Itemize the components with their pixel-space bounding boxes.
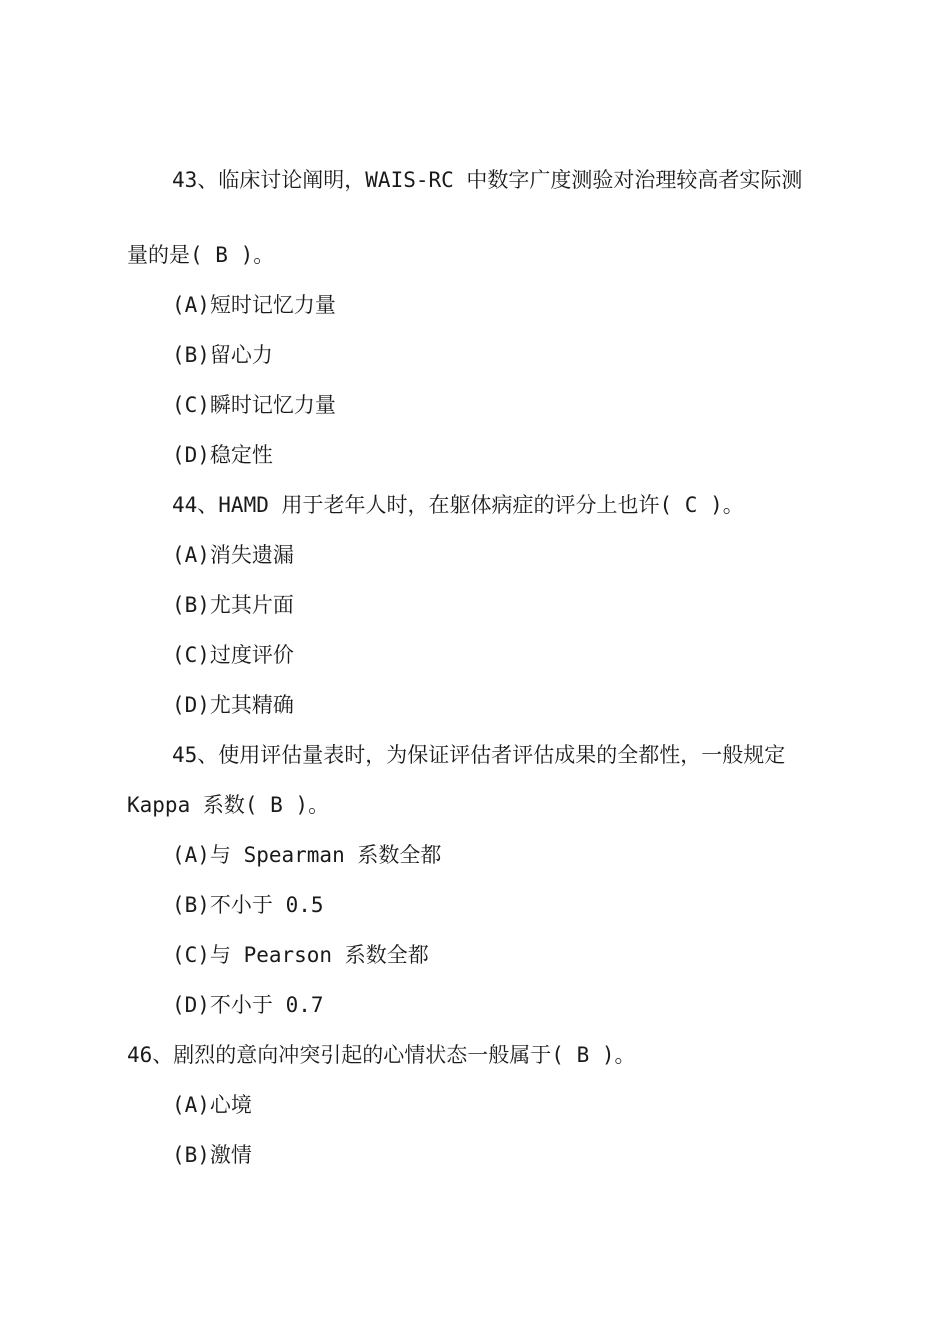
- question-43-line-1: 43、临床讨论阐明，WAIS-RC 中数字广度测验对治理较高者实际测: [172, 168, 803, 192]
- question-45-option-b: (B)不小于 0.5: [172, 893, 324, 917]
- question-43-option-c: (C)瞬时记忆力量: [172, 393, 336, 417]
- question-44-option-c: (C)过度评价: [172, 643, 294, 667]
- question-45-line-2: Kappa 系数( B )。: [127, 793, 330, 817]
- question-44-option-d: (D)尤其精确: [172, 693, 294, 717]
- question-45-option-a: (A)与 Spearman 系数全都: [172, 843, 442, 867]
- question-46-option-b: (B)激情: [172, 1143, 252, 1167]
- question-43-option-b: (B)留心力: [172, 343, 273, 367]
- question-43-option-d: (D)稳定性: [172, 443, 273, 467]
- question-45-line-1: 45、使用评估量表时，为保证评估者评估成果的全都性，一般规定: [172, 743, 786, 767]
- question-44-option-b: (B)尤其片面: [172, 593, 294, 617]
- question-45-option-c: (C)与 Pearson 系数全都: [172, 943, 429, 967]
- question-43-option-a: (A)短时记忆力量: [172, 293, 336, 317]
- question-45-option-d: (D)不小于 0.7: [172, 993, 324, 1017]
- question-46-line-1: 46、剧烈的意向冲突引起的心情状态一般属于( B )。: [127, 1043, 636, 1067]
- question-44-option-a: (A)消失遗漏: [172, 543, 294, 567]
- question-43-line-2: 量的是( B )。: [127, 243, 275, 267]
- question-46-option-a: (A)心境: [172, 1093, 252, 1117]
- question-44-line-1: 44、HAMD 用于老年人时，在躯体病症的评分上也许( C )。: [172, 493, 744, 517]
